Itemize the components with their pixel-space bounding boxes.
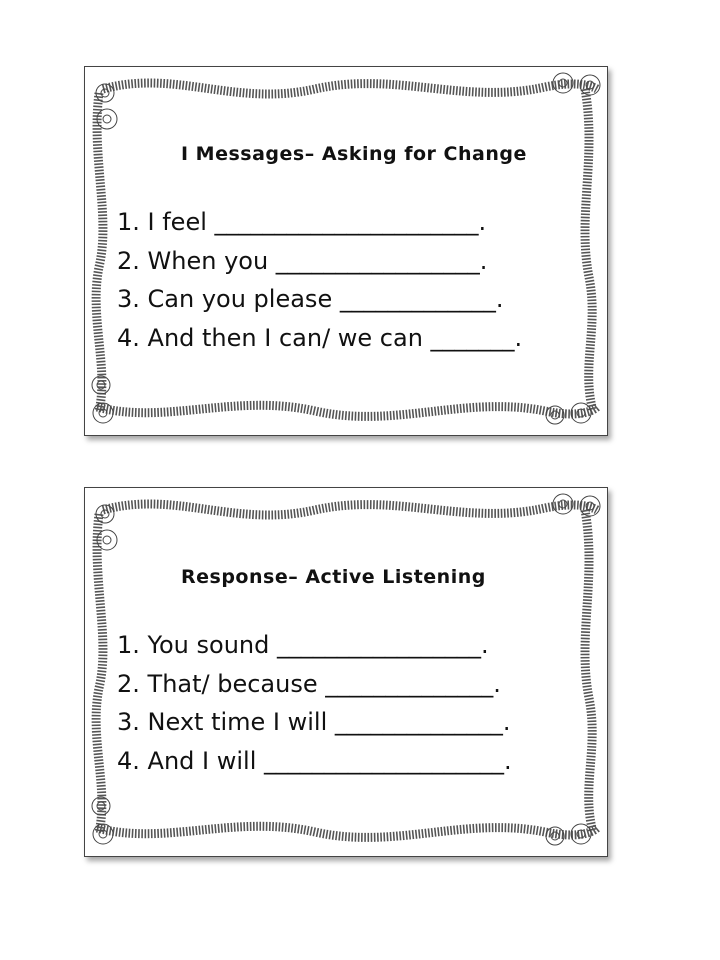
sentence-line: 1. You sound _________________. bbox=[117, 631, 489, 659]
card-active-listening bbox=[84, 487, 608, 857]
sentence-line: 2. When you _________________. bbox=[117, 246, 488, 275]
sentence-list bbox=[117, 203, 522, 357]
card-title: Response– Active Listening bbox=[181, 566, 486, 588]
sentence-line: 2. That/ because ______________. bbox=[117, 669, 501, 698]
sentence-line: 3. Next time I will ______________. bbox=[117, 708, 511, 736]
sentence-line: 3. Can you please _____________. bbox=[117, 285, 504, 313]
sentence-line: 4. And then I can/ we can _______. bbox=[117, 323, 523, 352]
card-title: I Messages– Asking for Change bbox=[181, 143, 527, 165]
sentence-list bbox=[117, 626, 512, 780]
card-i-messages bbox=[84, 66, 608, 436]
sentence-line: 1. I feel ______________________. bbox=[117, 208, 487, 236]
sentence-line: 4. And I will ____________________. bbox=[117, 746, 512, 775]
